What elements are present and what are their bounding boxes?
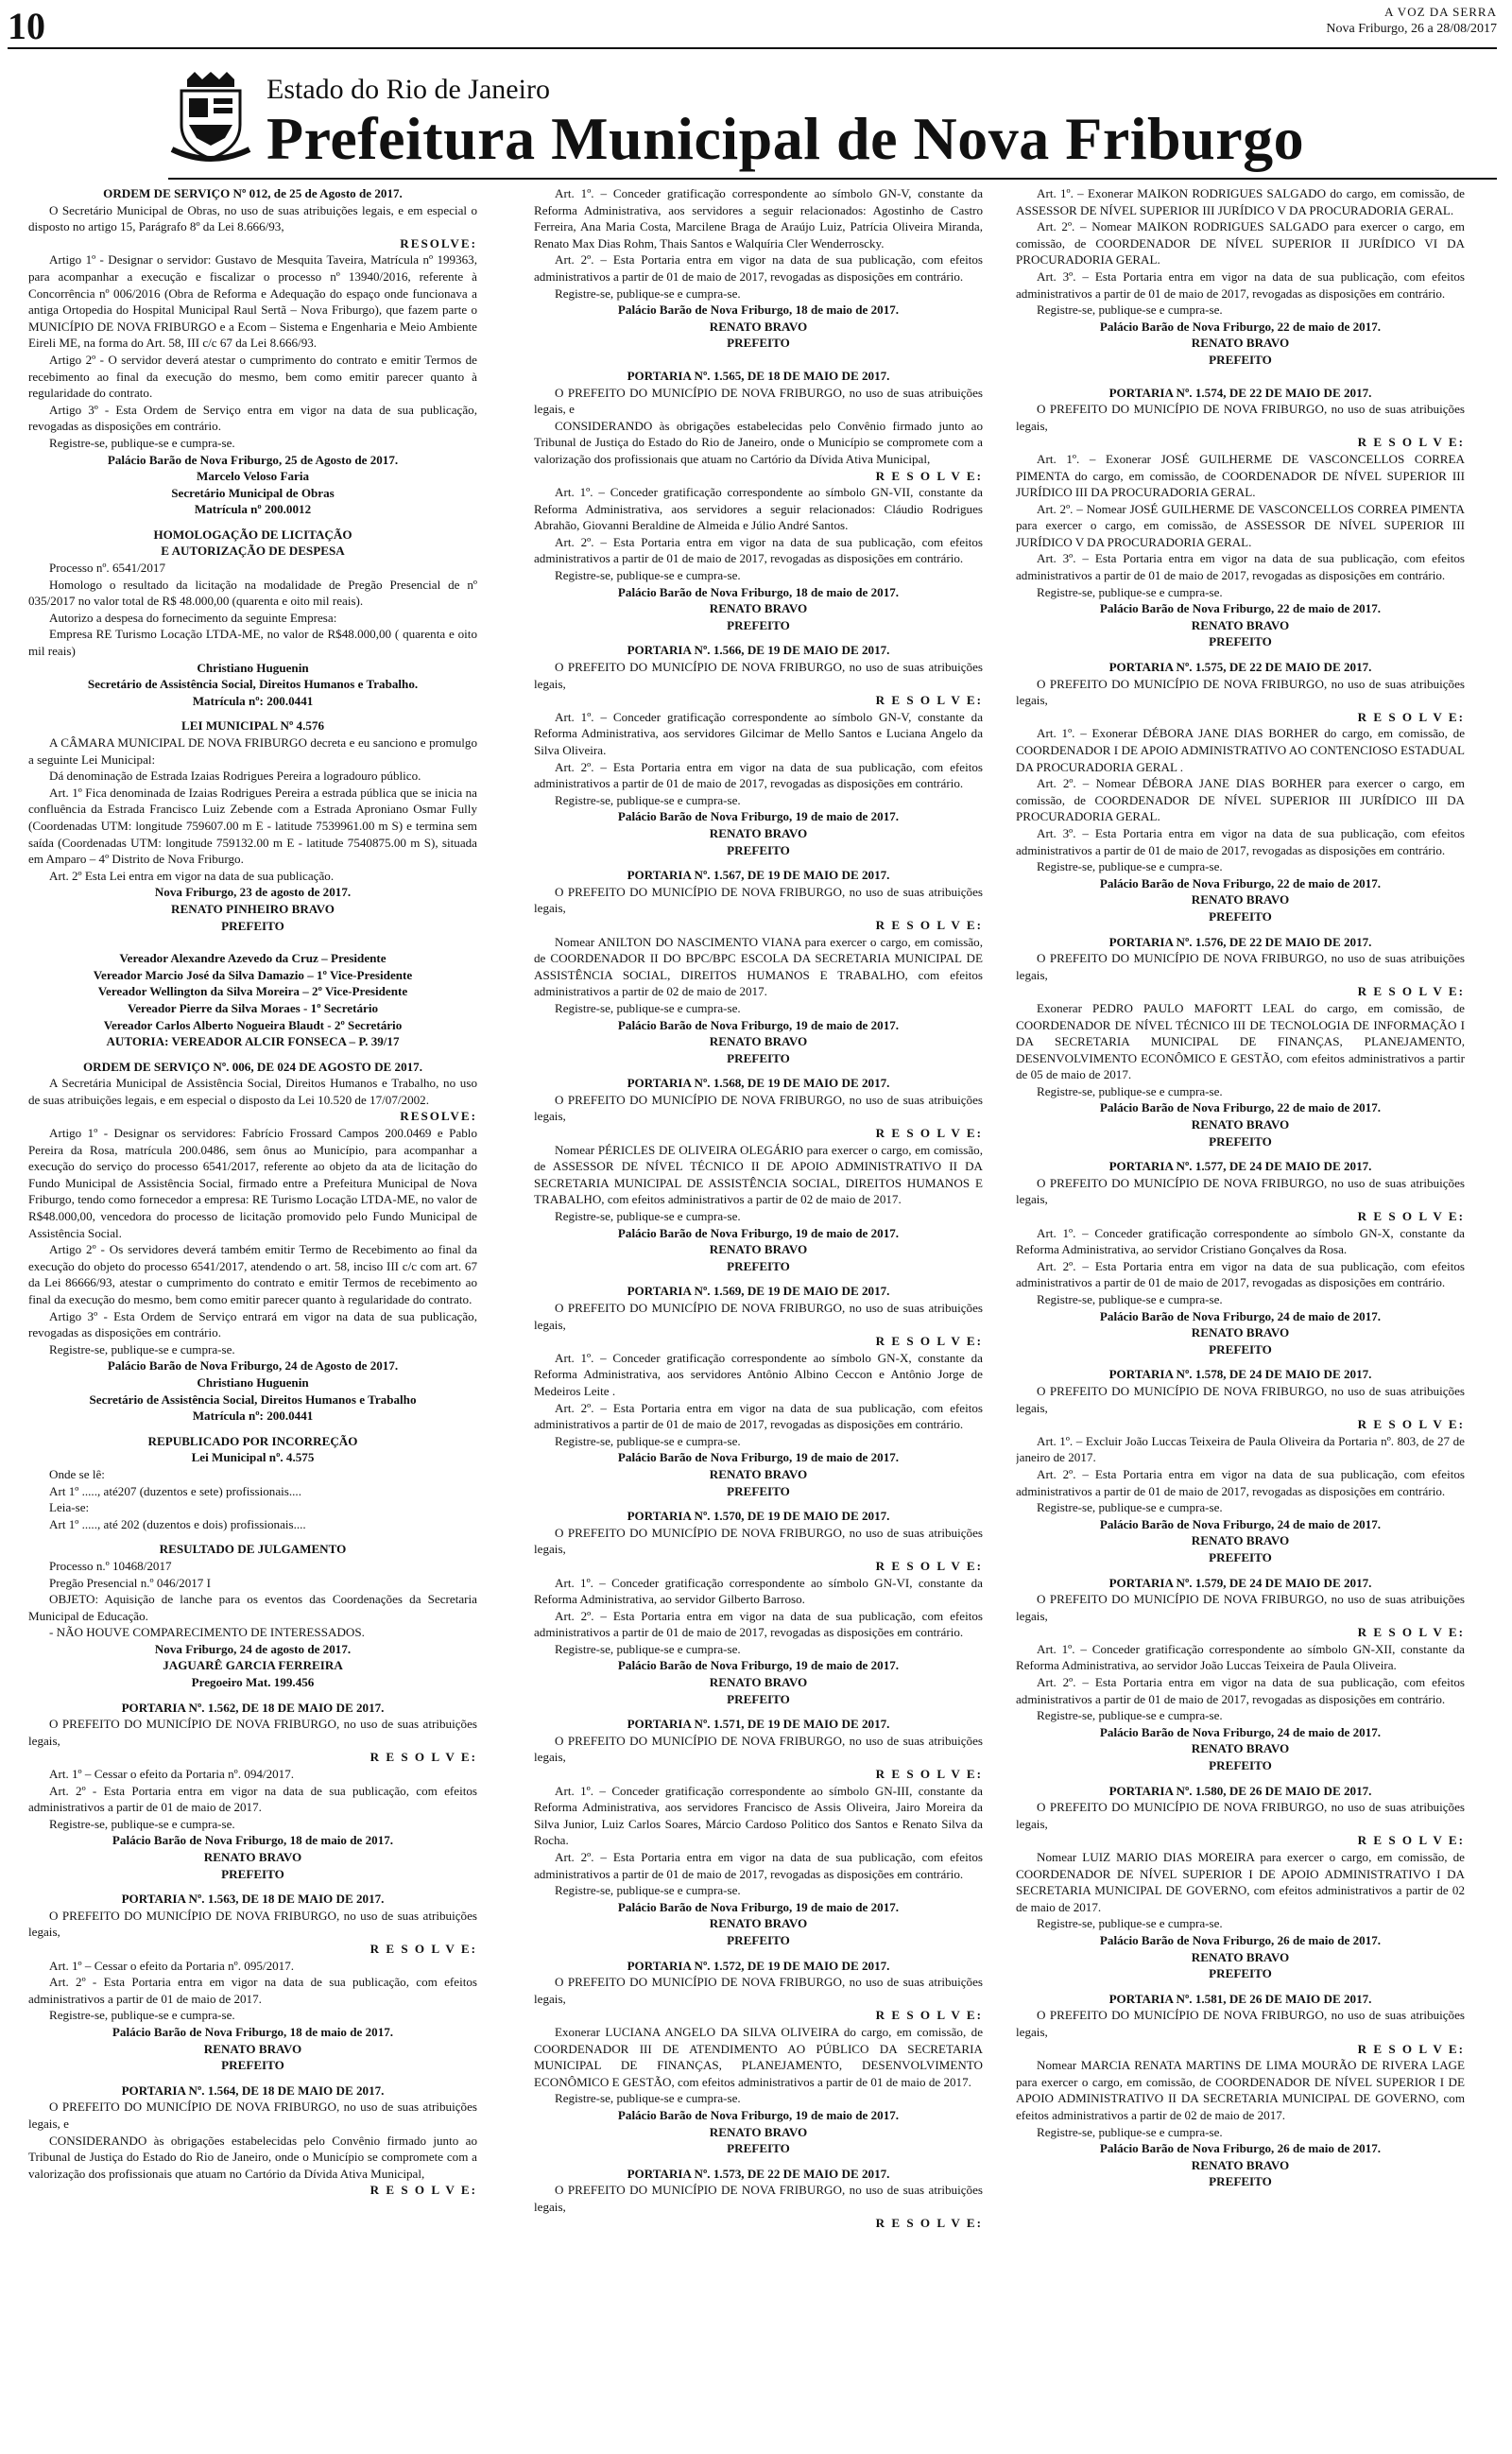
heading-line: Nova Friburgo, 23 de agosto de 2017. (154, 885, 352, 900)
paragraph: Artigo 3º - Esta Ordem de Serviço entrará em vigor na data de sua publicação, revogadas as disposições em contrário. (28, 1308, 477, 1340)
heading-line: Marcelo Veloso Faria (196, 469, 310, 484)
section-spacer (28, 1532, 477, 1541)
paragraph: Nomear PÉRICLES DE OLIVEIRA OLEGÁRIO para exercer o cargo, em comissão, de ASSESSOR DE NÍVEL TÉCNICO II DE APOIO ADMINISTRATIVO II DA SECRETARIA MUNICIPAL DE ASSISTÊNCIA SOCIAL, DIREITOS HUMANOS E TRABALHO, com efeitos administrativos a partir de 02 de maio de 2017. (534, 1142, 983, 1207)
heading-line: Matrícula nº: 200.0441 (192, 1408, 314, 1424)
paragraph: Registre-se, publique-se e cumpra-se. (1037, 1708, 1223, 1723)
paragraph: Artigo 3º - Esta Ordem de Serviço entra em vigor na data de sua publicação, revogadas as disposições em contrário. (28, 402, 477, 434)
paragraph: Registre-se, publique-se e cumpra-se. (1037, 859, 1223, 874)
heading-line: RENATO BRAVO (1191, 1533, 1290, 1548)
heading-line: PORTARIA Nº. 1.565, DE 18 DE MAIO DE 2017. (627, 368, 890, 383)
heading-line: PORTARIA Nº. 1.574, DE 22 DE MAIO DE 2017. (1108, 385, 1372, 400)
paragraph: Art. 2º. – Esta Portaria entra em vigor na data de sua publicação, com efeitos administrativos a partir de 01 de maio de 2017, revogadas as disposições em contrário. (534, 1850, 983, 1881)
resolve-label: R E S O L V E: (1357, 1417, 1465, 1432)
paragraph: Dá denominação de Estrada Izaias Rodrigues Pereira a logradouro público. (49, 769, 421, 784)
resolve-label: R E S O L V E: (1357, 1625, 1465, 1640)
heading-line: Christiano Huguenin (197, 660, 309, 675)
paragraph: Registre-se, publique-se e cumpra-se. (49, 435, 235, 450)
paragraph: Art. 1º. – Exonerar DÉBORA JANE DIAS BORHER do cargo, em comissão, de COORDENADOR I DE APOIO ADMINISTRATIVO AO CONTENCIOSO ESTADUAL DA PROCURADORIA GERAL . (1016, 726, 1465, 774)
heading-line: Vereador Wellington da Silva Moreira – 2º Vice-Presidente (97, 984, 408, 999)
heading-line: REPUBLICADO POR INCORREÇÃO (147, 1433, 358, 1448)
state-name: Estado do Rio de Janeiro (266, 74, 550, 105)
heading-line: PREFEITO (1209, 1966, 1272, 1981)
paragraph: Registre-se, publique-se e cumpra-se. (1037, 302, 1223, 318)
heading-line: PORTARIA Nº. 1.580, DE 26 DE MAIO DE 2017. (1108, 1783, 1372, 1798)
page-title: Prefeitura Municipal de Nova Friburgo (266, 105, 1305, 172)
section-spacer (1016, 1149, 1465, 1158)
heading-line: RENATO BRAVO (709, 825, 808, 840)
header-rule (168, 178, 1497, 180)
paragraph: Art. 1º Fica denominada de Izaias Rodrigues Pereira a estrada pública que se inicia na confluência da Estrada Francisco Luiz Zebende com a Estrada Aproniano Osmar Fully (Coordenadas UTM: longitude 759607.00 m E - latitude 7539961.00 m S) e termina sem saída (Coordenadas UTM: longitude 759132.00 m E - latitude 7540875.00 m S), situada em Amparo – 4º Distrito de Nova Friburgo. (28, 785, 477, 867)
paragraph: Homologo o resultado da licitação na modalidade de Pregão Presencial de nº 035/2017 no valor total de R$ 48.000,00 (quarenta e oito mil reais). (28, 577, 477, 609)
resolve-label: R E S O L V E: (875, 917, 983, 932)
heading-line: Nova Friburgo, 24 de agosto de 2017. (154, 1641, 352, 1656)
paragraph: Art. 2º. – Nomear DÉBORA JANE DIAS BORHER para exercer o cargo, em comissão, de COORDENADOR DE NÍVEL SUPERIOR III JURÍDICO III DA PROCURADORIA GERAL. (1016, 776, 1465, 824)
paragraph: Registre-se, publique-se e cumpra-se. (555, 1883, 741, 1898)
resolve-label: R E S O L V E: (1357, 984, 1465, 999)
paragraph: Art. 3º. – Esta Portaria entra em vigor na data de sua publicação, com efeitos administrativos a partir de 01 de maio de 2017, revogadas as disposições em contrário. (1016, 551, 1465, 583)
heading-line: PREFEITO (1209, 1549, 1272, 1564)
paragraph: Registre-se, publique-se e cumpra-se. (555, 1641, 741, 1656)
masthead (1326, 4, 1497, 38)
resolve-label: R E S O L V E: (1357, 1833, 1465, 1848)
heading-line: PORTARIA Nº. 1.572, DE 19 DE MAIO DE 2017. (627, 1958, 890, 1973)
paragraph: O PREFEITO DO MUNICÍPIO DE NOVA FRIBURGO, no uso de suas atribuições legais, (534, 1733, 983, 1765)
paragraph: O PREFEITO DO MUNICÍPIO DE NOVA FRIBURGO, no uso de suas atribuições legais, e (534, 385, 983, 417)
section-spacer (1016, 1566, 1465, 1575)
dateline: Nova Friburgo, 26 a 28/08/2017 (1326, 22, 1497, 36)
heading-line: E AUTORIZAÇÃO DE DESPESA (161, 544, 345, 559)
paragraph: Artigo 1º - Designar o servidor: Gustavo de Mesquita Taveira, Matrícula nº 199363, para acompanhar a execução e fiscalizar o processo nº 13940/2016, referente à Concorrência nº 006/2016 (Obra de Reforma e Adequação do espaço onde funcionava a antiga Ortopedia do Hospital Municipal Raul Sertã – Nova Friburgo), que fazem parte o MUNICÍPIO DE NOVA FRIBURGO e a Ecom – Sistema e Engenharia e Meio Ambiente Eireli ME, na forma do Art. 58, III c/c 67 da Lei 8.666/93. (28, 252, 477, 351)
paragraph: Registre-se, publique-se e cumpra-se. (49, 1816, 235, 1831)
resolve-label: R E S O L V E: (875, 693, 983, 708)
heading-line: RENATO BRAVO (203, 2041, 302, 2056)
section-spacer (534, 1707, 983, 1716)
paragraph: Leia-se: (49, 1500, 90, 1515)
paragraph: O PREFEITO DO MUNICÍPIO DE NOVA FRIBURGO, no uso de suas atribuições legais, (534, 1525, 983, 1557)
section-spacer (534, 2157, 983, 2166)
heading-line: PORTARIA Nº. 1.581, DE 26 DE MAIO DE 2017. (1108, 1991, 1372, 2006)
paragraph: Registre-se, publique-se e cumpra-se. (1037, 1292, 1223, 1306)
paragraph: Processo nº. 6541/2017 (49, 561, 165, 576)
paragraph: Art. 3º. – Esta Portaria entra em vigor na data de sua publicação, com efeitos administrativos a partir de 01 de maio de 2017, revogadas as disposições em contrário. (1016, 268, 1465, 301)
heading-line: PREFEITO (1209, 634, 1272, 649)
paragraph: O PREFEITO DO MUNICÍPIO DE NOVA FRIBURGO, no uso de suas atribuições legais, (534, 660, 983, 691)
paragraph: Art. 1º. – Excluir João Luccas Teixeira de Paula Oliveira da Portaria nº. 803, de 27 de janeiro de 2017. (1016, 1433, 1465, 1465)
paragraph: Exonerar PEDRO PAULO MAFORTT LEAL do cargo, em comissão, de COORDENADOR DE NÍVEL TÉCNICO III DE TECNOLOGIA DE INFORMAÇÃO I DA SECRETARIA MUNICIPAL DE FINANÇAS, PLANEJAMENTO, DESENVOLVIMENTO ECONÔMICO E GESTÃO, com efeitos administrativos a partir de 05 de maio de 2017. (1016, 1000, 1465, 1082)
resolve-label: R E S O L V E: (1357, 1209, 1465, 1224)
heading-line: Palácio Barão de Nova Friburgo, 19 de maio de 2017. (617, 809, 900, 824)
paragraph: O PREFEITO DO MUNICÍPIO DE NOVA FRIBURGO, no uso de suas atribuições legais, (534, 2183, 983, 2214)
paragraph: Art. 1º. – Conceder gratificação correspondente ao símbolo GN-X, constante da Reforma Administrativa, aos servidores Antônio Albino Ceccon e Antônio Jorge de Medeiros Leite . (534, 1350, 983, 1398)
heading-line: Secretário de Assistência Social, Direitos Humanos e Trabalho (89, 1391, 417, 1407)
paragraph: O PREFEITO DO MUNICÍPIO DE NOVA FRIBURGO, no uso de suas atribuições legais, (28, 1717, 477, 1748)
top-rule (8, 47, 1497, 49)
paragraph: O PREFEITO DO MUNICÍPIO DE NOVA FRIBURGO, no uso de suas atribuições legais, e (28, 2100, 477, 2131)
heading-line: PREFEITO (727, 1932, 790, 1947)
heading-line: Palácio Barão de Nova Friburgo, 19 de maio de 2017. (617, 1017, 900, 1032)
paragraph: Pregão Presencial n.º 046/2017 I (49, 1575, 211, 1590)
heading-line: RENATO BRAVO (709, 2124, 808, 2139)
heading-line: Palácio Barão de Nova Friburgo, 19 de maio de 2017. (617, 1225, 900, 1240)
paragraph: O PREFEITO DO MUNICÍPIO DE NOVA FRIBURGO, no uso de suas atribuições legais, (28, 1908, 477, 1940)
heading-line: Palácio Barão de Nova Friburgo, 26 de maio de 2017. (1099, 2141, 1382, 2156)
heading-line: Palácio Barão de Nova Friburgo, 19 de maio de 2017. (617, 2107, 900, 2122)
heading-line: ORDEM DE SERVIÇO Nº 012, de 25 de Agosto de 2017. (103, 186, 403, 200)
paragraph: Art. 2º. – Esta Portaria entra em vigor na data de sua publicação, com efeitos administrativos a partir de 01 de maio de 2017, revogadas as disposições em contrário. (534, 1400, 983, 1432)
heading-line: PORTARIA Nº. 1.569, DE 19 DE MAIO DE 2017. (627, 1284, 890, 1299)
paragraph: Art. 2º. – Esta Portaria entra em vigor na data de sua publicação, com efeitos administrativos a partir de 01 de maio de 2017, revogadas as disposições em contrário. (534, 1608, 983, 1640)
resolve-label: R E S O L V E: (875, 2216, 983, 2231)
heading-line: PREFEITO (1209, 1341, 1272, 1357)
heading-line: Palácio Barão de Nova Friburgo, 22 de maio de 2017. (1099, 601, 1382, 616)
heading-line: PREFEITO (1209, 908, 1272, 924)
paragraph: Empresa RE Turismo Locação LTDA-ME, no valor de R$48.000,00 ( quarenta e oito mil reais) (28, 627, 477, 659)
resolve-label: RESOLVE: (400, 235, 477, 251)
column-2 (534, 185, 983, 2440)
heading-line: PREFEITO (727, 1691, 790, 1706)
paragraph: Processo n.º 10468/2017 (49, 1558, 172, 1573)
heading-line: PORTARIA Nº. 1.578, DE 24 DE MAIO DE 2017. (1108, 1367, 1372, 1382)
paragraph: Onde se lê: (49, 1466, 105, 1481)
heading-line: Lei Municipal nº. 4.575 (191, 1450, 315, 1465)
paragraph: Registre-se, publique-se e cumpra-se. (1037, 1500, 1223, 1515)
heading-line: PORTARIA Nº. 1.567, DE 19 DE MAIO DE 2017. (627, 868, 890, 883)
paragraph: Art. 2º - Esta Portaria entra em vigor na data de sua publicação, com efeitos administrativos a partir de 01 de maio de 2017. (28, 1975, 477, 2006)
paragraph: Registre-se, publique-se e cumpra-se. (49, 2008, 235, 2023)
paragraph: O PREFEITO DO MUNICÍPIO DE NOVA FRIBURGO, no uso de suas atribuições legais, (1016, 1383, 1465, 1415)
section-spacer (534, 1274, 983, 1283)
section-spacer (28, 1425, 477, 1433)
paragraph: A CÂMARA MUNICIPAL DE NOVA FRIBURGO decreta e eu sanciono e promulgo a seguinte Lei Municipal: (28, 735, 477, 767)
section-spacer (28, 1691, 477, 1700)
heading-line: Secretário Municipal de Obras (171, 485, 335, 500)
resolve-label: R E S O L V E: (1357, 2041, 1465, 2056)
section-spacer (534, 352, 983, 368)
heading-line: RENATO BRAVO (1191, 1117, 1290, 1132)
heading-line: RENATO BRAVO (203, 1850, 302, 1864)
paragraph: O PREFEITO DO MUNICÍPIO DE NOVA FRIBURGO, no uso de suas atribuições legais, (1016, 676, 1465, 708)
paragraph: Registre-se, publique-se e cumpra-se. (555, 1000, 741, 1015)
section-spacer (534, 858, 983, 867)
heading-line: Palácio Barão de Nova Friburgo, 26 de maio de 2017. (1099, 1932, 1382, 1947)
resolve-label: R E S O L V E: (1357, 435, 1465, 450)
paragraph: O PREFEITO DO MUNICÍPIO DE NOVA FRIBURGO, no uso de suas atribuições legais, (534, 1092, 983, 1124)
coat-of-arms-icon (168, 70, 253, 164)
heading-line: PREFEITO (727, 1258, 790, 1273)
heading-line: Christiano Huguenin (197, 1374, 309, 1390)
paragraph: O PREFEITO DO MUNICÍPIO DE NOVA FRIBURGO, no uso de suas atribuições legais, (1016, 1592, 1465, 1623)
section-spacer (534, 633, 983, 642)
section-spacer (1016, 1357, 1465, 1366)
heading-line: RENATO BRAVO (709, 1034, 808, 1049)
heading-line: Palácio Barão de Nova Friburgo, 18 de maio de 2017. (617, 302, 900, 318)
paragraph: Art. 1º – Cessar o efeito da Portaria nº. 095/2017. (49, 1958, 295, 1973)
paragraph: CONSIDERANDO às obrigações estabelecidas pelo Convênio firmado junto ao Tribunal de Justiça do Estado do Rio de Janeiro, onde o Município se compromete com a valorização dos profissionais que atuam no Cartório da Dívida Ativa Municipal, (534, 418, 983, 466)
heading-line: Palácio Barão de Nova Friburgo, 24 de Agosto de 2017. (107, 1358, 399, 1374)
section-spacer (534, 1949, 983, 1958)
paragraph: O PREFEITO DO MUNICÍPIO DE NOVA FRIBURGO, no uso de suas atribuições legais, (1016, 402, 1465, 433)
heading-line: Vereador Marcio José da Silva Damazio – 1º Vice-Presidente (93, 967, 413, 982)
heading-line: PREFEITO (221, 1866, 284, 1881)
paragraph: Art. 2º Esta Lei entra em vigor na data de sua publicação. (49, 868, 335, 883)
paragraph: Art 1º ....., até207 (duzentos e sete) profissionais.... (49, 1483, 301, 1498)
heading-line: Matrícula nº 200.0012 (194, 502, 312, 517)
heading-line: PORTARIA Nº. 1.563, DE 18 DE MAIO DE 2017. (121, 1892, 385, 1907)
heading-line: PORTARIA Nº. 1.576, DE 22 DE MAIO DE 2017. (1108, 934, 1372, 949)
heading-line: RENATO BRAVO (709, 319, 808, 334)
paragraph: Art. 1º. – Conceder gratificação correspondente ao símbolo GN-X, constante da Reforma Administrativa, ao servidor Cristiano Gonçalves da Rosa. (1016, 1225, 1465, 1257)
paragraph: Artigo 2º - Os servidores deverá também emitir Termo de Recebimento ao final da execução do objeto do processo 6541/2017, atendendo o art. 58, inciso III c/c com art. 67 da Lei 86666/93, atestar o cumprimento do contrato e emitir Termos de recebimento ao final da execução do mesmo, bem como emitir parecer quanto à regularidade do contrato. (28, 1242, 477, 1306)
resolve-label: R E S O L V E: (875, 1767, 983, 1782)
paragraph: Art. 1º. – Exonerar MAIKON RODRIGUES SALGADO do cargo, em comissão, de ASSESSOR DE NÍVEL SUPERIOR III JURÍDICO V DA PROCURADORIA GERAL. (1016, 186, 1465, 217)
paragraph: Art. 1º. – Conceder gratificação correspondente ao símbolo GN-V, constante da Reforma Administrativa, aos servidores a seguir relacionados: Agostinho de Castro Ferreira, Ana Maria Costa, Marcilene Braga de Araújo Luiz, Patrícia Oliveira Miranda, Renato Max Dias Rohm, Thais Santos e Walquíria Cler Wenderroscky. (534, 186, 983, 251)
heading-line: Palácio Barão de Nova Friburgo, 24 de maio de 2017. (1099, 1724, 1382, 1739)
section-spacer (28, 1050, 477, 1059)
paragraph: CONSIDERANDO às obrigações estabelecidas pelo Convênio firmado junto ao Tribunal de Justiça do Estado do Rio de Janeiro, onde o Município se compromete com a valorização dos profissionais que atuam no Cartório da Dívida Ativa Municipal, (28, 2133, 477, 2181)
heading-line: PREFEITO (1209, 1758, 1272, 1773)
paragraph: Art. 2º - Esta Portaria entra em vigor na data de sua publicação, com efeitos administrativos a partir de 01 de maio de 2017. (28, 1783, 477, 1815)
section-spacer (28, 1882, 477, 1891)
paragraph: Nomear LUIZ MARIO DIAS MOREIRA para exercer o cargo, em comissão, de COORDENADOR DE NÍVEL SUPERIOR I DE APOIO ADMINISTRATIVO I DA SECRETARIA MUNICIPAL DE GOVERNO, com efeitos administrativos a partir de 02 de maio de 2017. (1016, 1850, 1465, 1914)
column-3 (1016, 185, 1465, 2440)
resolve-label: R E S O L V E: (369, 1941, 477, 1956)
heading-line: PORTARIA Nº. 1.575, DE 22 DE MAIO DE 2017. (1108, 660, 1372, 675)
heading-line: Pregoeiro Mat. 199.456 (191, 1675, 315, 1690)
paragraph: Art. 1º. – Conceder gratificação correspondente ao símbolo GN-VI, constante da Reforma Administrativa, ao servidor Gilberto Barroso. (534, 1575, 983, 1607)
heading-line: RENATO BRAVO (709, 601, 808, 616)
paragraph: - NÃO HOUVE COMPARECIMENTO DE INTERESSADOS. (49, 1625, 365, 1640)
paragraph: Autorizo a despesa do fornecimento da seguinte Empresa: (49, 610, 337, 625)
heading-line: PREFEITO (1209, 1133, 1272, 1149)
section-spacer (1016, 650, 1465, 659)
heading-line: Palácio Barão de Nova Friburgo, 19 de maio de 2017. (617, 1899, 900, 1914)
paragraph: Art. 1º – Cessar o efeito da Portaria nº. 094/2017. (49, 1767, 295, 1782)
heading-line: PORTARIA Nº. 1.577, DE 24 DE MAIO DE 2017. (1108, 1159, 1372, 1174)
heading-line: RENATO BRAVO (1191, 2157, 1290, 2172)
paragraph: O PREFEITO DO MUNICÍPIO DE NOVA FRIBURGO, no uso de suas atribuições legais, (534, 1301, 983, 1332)
paragraph: O PREFEITO DO MUNICÍPIO DE NOVA FRIBURGO, no uso de suas atribuições legais, (534, 1975, 983, 2006)
section-spacer (1016, 1774, 1465, 1783)
heading-line: RENATO BRAVO (1191, 617, 1290, 632)
paragraph: OBJETO: Aquisição de lanche para os eventos das Coordenações da Secretaria Municipal de Educação. (28, 1592, 477, 1623)
heading-line: Secretário de Assistência Social, Direitos Humanos e Trabalho. (87, 677, 419, 692)
paragraph: A Secretária Municipal de Assistência Social, Direitos Humanos e Trabalho, no uso de suas atribuições legais, e em especial o disposto da Lei 10.520 de 17/07/2002. (28, 1076, 477, 1107)
heading-line: PORTARIA Nº. 1.570, DE 19 DE MAIO DE 2017. (627, 1509, 890, 1524)
paragraph: Art. 2º. – Esta Portaria entra em vigor na data de sua publicação, com efeitos administrativos a partir de 01 de maio de 2017, revogadas as disposições em contrário. (534, 759, 983, 791)
paragraph: O PREFEITO DO MUNICÍPIO DE NOVA FRIBURGO, no uso de suas atribuições legais, (1016, 951, 1465, 982)
paragraph: Registre-se, publique-se e cumpra-se. (555, 285, 741, 301)
paragraph: Exonerar LUCIANA ANGELO DA SILVA OLIVEIRA do cargo, em comissão, de COORDENADOR III DE ATENDIMENTO AO PÚBLICO DA SECRETARIA MUNICIPAL DE FINANÇAS, PLANEJAMENTO, DESENVOLVIMENTO ECONÔMICO E GESTÃO, com efeitos administrativos a partir de 01 de maio de 2017. (534, 2024, 983, 2089)
resolve-label: R E S O L V E: (369, 2183, 477, 2198)
heading-line: PORTARIA Nº. 1.573, DE 22 DE MAIO DE 2017. (627, 2166, 890, 2181)
page-number: 10 (8, 5, 45, 47)
resolve-label: R E S O L V E: (875, 1558, 983, 1573)
heading-line: RENATO PINHEIRO BRAVO (171, 901, 335, 916)
paragraph: Art 1º ....., até 202 (duzentos e dois) profissionais.... (49, 1516, 306, 1531)
heading-line: Palácio Barão de Nova Friburgo, 22 de maio de 2017. (1099, 319, 1382, 334)
paragraph: Art. 1º. – Conceder gratificação correspondente ao símbolo GN-VII, constante da Reforma Administrativa, aos servidores a seguir relacionados: Cláudio Rodrigues Abrahão, Giovanni Beraldine de Almeida e Júlio André Santos. (534, 485, 983, 533)
heading-line: PREFEITO (221, 2058, 284, 2073)
heading-line: PORTARIA Nº. 1.571, DE 19 DE MAIO DE 2017. (627, 1717, 890, 1732)
heading-line: PORTARIA Nº. 1.566, DE 19 DE MAIO DE 2017. (627, 643, 890, 658)
paragraph: Registre-se, publique-se e cumpra-se. (1037, 1083, 1223, 1098)
paragraph: Art. 3º. – Esta Portaria entra em vigor na data de sua publicação, com efeitos administrativos a partir de 01 de maio de 2017, revogadas as disposições em contrário. (1016, 825, 1465, 857)
heading-line: Palácio Barão de Nova Friburgo, 19 de maio de 2017. (617, 1450, 900, 1465)
heading-line: Palácio Barão de Nova Friburgo, 18 de maio de 2017. (617, 584, 900, 599)
heading-line: Vereador Pierre da Silva Moraes - 1º Secretário (127, 1000, 379, 1015)
paragraph: Art. 1º. – Conceder gratificação correspondente ao símbolo GN-V, constante da Reforma Administrativa, aos servidores Gilcimar de Mello Santos e Luciana Angelo da Silva Oliveira. (534, 709, 983, 757)
paragraph: Registre-se, publique-se e cumpra-se. (1037, 584, 1223, 599)
paragraph: Registre-se, publique-se e cumpra-se. (49, 1341, 235, 1357)
heading-line: PORTARIA Nº. 1.562, DE 18 DE MAIO DE 2017. (121, 1700, 385, 1715)
heading-line: Palácio Barão de Nova Friburgo, 18 de maio de 2017. (112, 2024, 394, 2039)
section-spacer (1016, 1982, 1465, 1991)
heading-line: RENATO BRAVO (1191, 1949, 1290, 1964)
paragraph: Art. 2º. – Esta Portaria entra em vigor na data de sua publicação, com efeitos administrativos a partir de 01 de maio de 2017, revogadas as disposições em contrário. (1016, 1675, 1465, 1706)
heading-line: PREFEITO (1209, 2174, 1272, 2189)
section-spacer (28, 518, 477, 527)
resolve-label: R E S O L V E: (369, 1750, 477, 1765)
heading-line: Palácio Barão de Nova Friburgo, 22 de maio de 2017. (1099, 1100, 1382, 1115)
heading-line: RENATO BRAVO (709, 1916, 808, 1931)
heading-line: RENATO BRAVO (1191, 1325, 1290, 1340)
heading-line: RENATO BRAVO (1191, 892, 1290, 907)
heading-line: PREFEITO (221, 918, 284, 933)
resolve-label: R E S O L V E: (875, 468, 983, 483)
paragraph: Art. 2º. – Esta Portaria entra em vigor na data de sua publicação, com efeitos administrativos a partir de 01 de maio de 2017, revogadas as disposições em contrário. (1016, 1258, 1465, 1290)
paragraph: Art. 2º. – Nomear JOSÉ GUILHERME DE VASCONCELLOS CORREA PIMENTA para exercer o cargo, em comissão, de ASSESSOR DE NÍVEL SUPERIOR III JURÍDICO V DA PROCURADORIA GERAL. (1016, 501, 1465, 549)
heading-line: RESULTADO DE JULGAMENTO (159, 1542, 347, 1557)
section-spacer (1016, 925, 1465, 934)
paragraph: O PREFEITO DO MUNICÍPIO DE NOVA FRIBURGO, no uso de suas atribuições legais, (1016, 1800, 1465, 1831)
heading-line: PORTARIA Nº. 1.564, DE 18 DE MAIO DE 2017. (121, 2082, 385, 2098)
paragraph: Nomear MARCIA RENATA MARTINS DE LIMA MOURÃO DE RIVERA LAGE para exercer o cargo, em comissão, de COORDENADOR DE NÍVEL SUPERIOR I DE APOIO ADMINISTRATIVO II DA SECRETARIA MUNICIPAL DE GOVERNO, com efeitos administrativos a partir de 02 de maio de 2017. (1016, 2058, 1465, 2122)
paragraph: Registre-se, publique-se e cumpra-se. (555, 2091, 741, 2106)
paragraph: Registre-se, publique-se e cumpra-se. (1037, 1916, 1223, 1931)
heading-line: PREFEITO (727, 1483, 790, 1498)
newspaper-name: A VOZ DA SERRA (1384, 5, 1497, 19)
column-1 (28, 185, 477, 2440)
paragraph: Registre-se, publique-se e cumpra-se. (1037, 2124, 1223, 2139)
heading-line: ORDEM DE SERVIÇO Nº. 006, DE 024 DE AGOSTO DE 2017. (82, 1059, 423, 1074)
resolve-label: R E S O L V E: (875, 1126, 983, 1141)
heading-line: RENATO BRAVO (1191, 1741, 1290, 1756)
resolve-label: R E S O L V E: (875, 2008, 983, 2023)
heading-line: PREFEITO (727, 2141, 790, 2156)
heading-line: PREFEITO (727, 842, 790, 857)
paragraph: O PREFEITO DO MUNICÍPIO DE NOVA FRIBURGO, no uso de suas atribuições legais, (1016, 1175, 1465, 1207)
section-spacer (28, 2074, 477, 2082)
resolve-label: R E S O L V E: (1357, 709, 1465, 724)
paragraph: Art. 2º. – Esta Portaria entra em vigor na data de sua publicação, com efeitos administrativos a partir de 01 de maio de 2017, revogadas as disposições em contrário. (534, 252, 983, 284)
heading-line: RENATO BRAVO (1191, 336, 1290, 351)
paragraph: Art. 1º. – Exonerar JOSÉ GUILHERME DE VASCONCELLOS CORREA PIMENTA do cargo, em comissão, de COORDENADOR DE NÍVEL SUPERIOR III JURÍDICO III DA PROCURADORIA GERAL. (1016, 451, 1465, 500)
section-spacer (28, 934, 477, 950)
section-spacer (534, 1066, 983, 1075)
paragraph: O PREFEITO DO MUNICÍPIO DE NOVA FRIBURGO, no uso de suas atribuições legais, (534, 884, 983, 916)
section-spacer (1016, 369, 1465, 385)
heading-line: Palácio Barão de Nova Friburgo, 19 de maio de 2017. (617, 1658, 900, 1673)
heading-line: RENATO BRAVO (709, 1466, 808, 1481)
paragraph: Artigo 2º - O servidor deverá atestar o cumprimento do contrato e emitir Termos de recebimento ao final da execução do mesmo, bem como emitir parecer quanto à regularidade do contrato. (28, 352, 477, 401)
paragraph: Nomear ANILTON DO NASCIMENTO VIANA para exercer o cargo, em comissão, de COORDENADOR II DO BPC/BPC ESCOLA DA SECRETARIA MUNICIPAL DE ASSISTÊNCIA SOCIAL, DIREITOS HUMANOS E TRABALHO, com efeitos administrativos a partir de 02 de maio de 2017. (534, 934, 983, 999)
heading-line: PREFEITO (727, 336, 790, 351)
heading-line: PORTARIA Nº. 1.568, DE 19 DE MAIO DE 2017. (627, 1076, 890, 1091)
heading-line: PREFEITO (727, 1050, 790, 1065)
heading-line: RENATO BRAVO (709, 1675, 808, 1690)
paragraph: Registre-se, publique-se e cumpra-se. (555, 792, 741, 807)
section-spacer (28, 709, 477, 717)
heading-line: Palácio Barão de Nova Friburgo, 18 de maio de 2017. (112, 1833, 394, 1848)
heading-line: PREFEITO (727, 617, 790, 632)
heading-line: PREFEITO (1209, 352, 1272, 367)
heading-line: Vereador Alexandre Azevedo da Cruz – Presidente (119, 951, 387, 966)
heading-line: Palácio Barão de Nova Friburgo, 25 de Agosto de 2017. (107, 452, 399, 467)
paragraph: Registre-se, publique-se e cumpra-se. (555, 1209, 741, 1224)
paragraph: O Secretário Municipal de Obras, no uso de suas atribuições legais, e em especial o disposto no artigo 15, Parágrafo 8º da Lei 8.666/93, (28, 202, 477, 234)
paragraph: Art. 2º. – Nomear MAIKON RODRIGUES SALGADO para exercer o cargo, em comissão, de COORDENADOR DE NÍVEL SUPERIOR II JURÍDICO VI DA PROCURADORIA GERAL. (1016, 219, 1465, 268)
paragraph: Artigo 1º - Designar os servidores: Fabrício Frossard Campos 200.0469 e Pablo Pereira da Rosa, matrícula 200.0486, sem ônus ao Município, para acompanhar a execução do serviço do processo 6541/2017, referente ao objeto da ata de licitação do Fundo Municipal de Assistência Social, firmado entre a Prefeitura Municipal de Nova Friburgo, tendo como fornecedor a empresa: RE Turismo Locação LTDA-ME, no valor de R$48.000,00, vencedora do processo de licitação promovido pelo Fundo Municipal de Assistência Social. (28, 1126, 477, 1240)
heading-line: LEI MUNICIPAL Nº 4.576 (180, 718, 325, 734)
heading-line: Palácio Barão de Nova Friburgo, 24 de maio de 2017. (1099, 1308, 1382, 1323)
heading-line: Palácio Barão de Nova Friburgo, 22 de maio de 2017. (1099, 875, 1382, 890)
heading-line: Vereador Carlos Alberto Nogueira Blaudt - 2º Secretário (103, 1017, 403, 1032)
heading-line: HOMOLOGAÇÃO DE LICITAÇÃO (153, 527, 352, 542)
paragraph: Art. 2º. – Esta Portaria entra em vigor na data de sua publicação, com efeitos administrativos a partir de 01 de maio de 2017, revogadas as disposições em contrário. (534, 534, 983, 566)
paragraph: Art. 1º. – Conceder gratificação correspondente ao símbolo GN-III, constante da Reforma Administrativa, aos servidores Francisco de Assis Oliveira, Jairo Moreira da Silva Junior, Luiz Carlos Soares, Márcio Cardoso Politico dos Santos e Renato Silva da Rocha. (534, 1783, 983, 1848)
heading-line: Matrícula nº: 200.0441 (192, 693, 314, 708)
heading-line: AUTORIA: VEREADOR ALCIR FONSECA – P. 39/17 (106, 1034, 400, 1049)
heading-line: RENATO BRAVO (709, 1242, 808, 1257)
paragraph: O PREFEITO DO MUNICÍPIO DE NOVA FRIBURGO, no uso de suas atribuições legais, (1016, 2008, 1465, 2039)
resolve-label: R E S O L V E: (875, 1334, 983, 1349)
paragraph: Registre-se, publique-se e cumpra-se. (555, 568, 741, 583)
resolve-label: RESOLVE: (400, 1109, 477, 1124)
heading-line: JAGUARÊ GARCIA FERREIRA (163, 1658, 343, 1673)
section-spacer (534, 1499, 983, 1508)
paragraph: Registre-se, publique-se e cumpra-se. (555, 1433, 741, 1448)
paragraph: Art. 2º. – Esta Portaria entra em vigor na data de sua publicação, com efeitos administrativos a partir de 01 de maio de 2017, revogadas as disposições em contrário. (1016, 1466, 1465, 1498)
heading-line: PORTARIA Nº. 1.579, DE 24 DE MAIO DE 2017. (1108, 1575, 1372, 1590)
heading-line: Palácio Barão de Nova Friburgo, 24 de maio de 2017. (1099, 1516, 1382, 1531)
paragraph: Art. 1º. – Conceder gratificação correspondente ao símbolo GN-XII, constante da Reforma Administrativa, ao servidor João Luccas Teixeira de Paula Oliveira. (1016, 1641, 1465, 1673)
